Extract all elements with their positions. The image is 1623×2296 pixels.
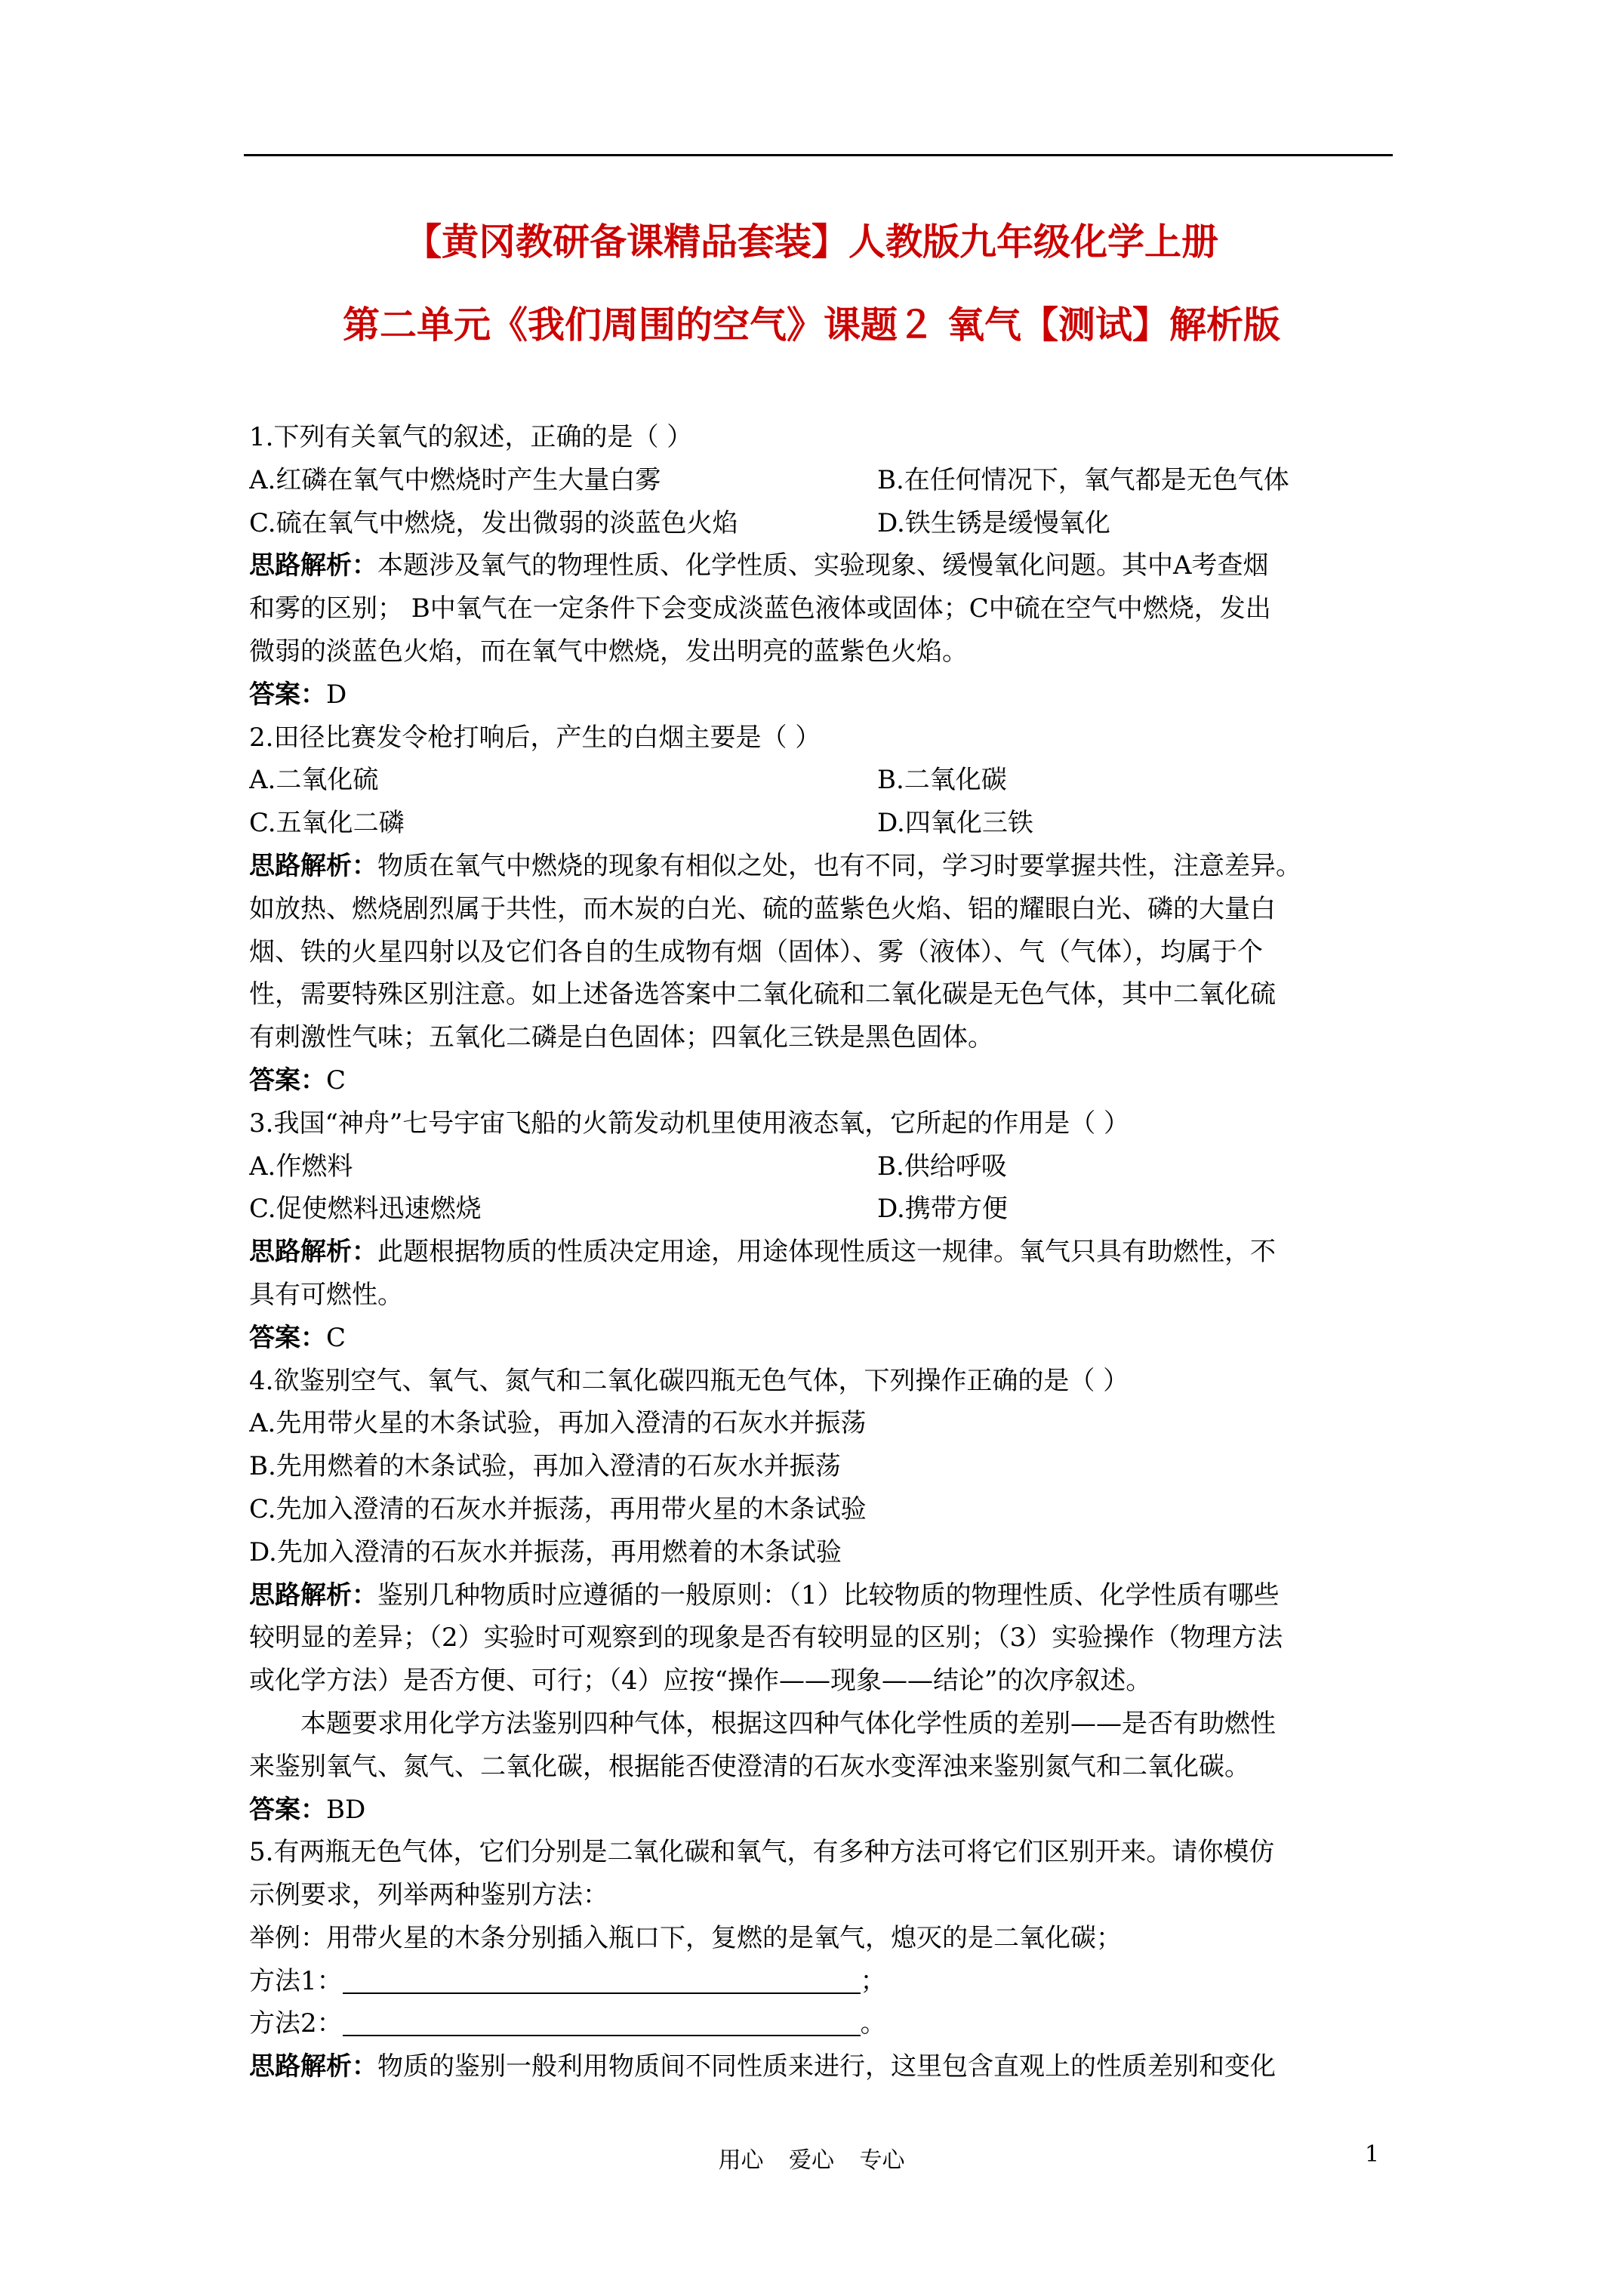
- question-4-option-c: C.先加入澄清的石灰水并振荡，再用带火星的木条试验: [249, 1493, 867, 1524]
- question-2-analysis-line: 烟、铁的火星四射以及它们各自的生成物有烟（固体）、雾（液体）、气（气体），均属于个: [249, 936, 1263, 967]
- question-4-analysis-line: 本题要求用化学方法鉴别四种气体，根据这四种气体化学性质的差别——是否有助燃性: [300, 1708, 1276, 1739]
- question-2-option-b: B.二氧化碳: [877, 765, 1007, 796]
- question-1-options-row-1: [249, 459, 1394, 502]
- document-title: 【黄冈教研备课精品套装】人教版九年级化学上册: [404, 220, 1218, 264]
- answer-value: D: [326, 679, 347, 710]
- answer-label: 答案：: [249, 1794, 326, 1825]
- question-4-analysis-line: [249, 1574, 1394, 1617]
- answer-value: C: [326, 1065, 346, 1096]
- question-1-option-a: A.红磷在氧气中燃烧时产生大量白雾: [249, 464, 661, 495]
- question-3-option-d: D.携带方便: [877, 1194, 1008, 1225]
- question-5-example: 举例：用带火星的木条分别插入瓶口下，复燃的是氧气，熄灭的是二氧化碳；: [249, 1922, 1122, 1953]
- question-1-options-row-2: [249, 502, 1394, 545]
- answer-label: 答案：: [249, 1322, 326, 1353]
- analysis-label: 思路解析：: [249, 850, 377, 881]
- header-rule: [244, 154, 1393, 156]
- method-2-end: 。: [860, 2008, 886, 2039]
- analysis-text: 鉴别几种物质时应遵循的一般原则：（1）比较物质的物理性质、化学性质有哪些: [377, 1579, 1280, 1610]
- question-2-options-row-2: [249, 802, 1394, 845]
- question-3-answer: [249, 1317, 1394, 1360]
- question-2-stem: 2.田径比赛发令枪打响后，产生的白烟主要是（ ）: [249, 722, 821, 753]
- question-4-analysis-line: 来鉴别氧气、氮气、二氧化碳，根据能否使澄清的石灰水变浑浊来鉴别氮气和二氧化碳。: [249, 1751, 1250, 1782]
- question-4-option-d: D.先加入澄清的石灰水并振荡，再用燃着的木条试验: [249, 1536, 842, 1567]
- question-1-analysis-line: [249, 544, 1394, 587]
- analysis-text: 物质在氧气中燃烧的现象有相似之处，也有不同，学习时要掌握共性，注意差异。: [377, 850, 1301, 881]
- question-1-analysis-line: 和雾的区别； B中氧气在一定条件下会变成淡蓝色液体或固体；C中硫在空气中燃烧，发出: [249, 593, 1271, 624]
- question-2-answer: [249, 1059, 1394, 1102]
- question-4-analysis-line: 较明显的差异；（2）实验时可观察到的现象是否有较明显的区别；（3）实验操作（物理方法: [249, 1623, 1283, 1653]
- question-1-stem: 1.下列有关氧气的叙述，正确的是（ ）: [249, 422, 693, 452]
- question-1-option-c: C.硫在氧气中燃烧，发出微弱的淡蓝色火焰: [249, 507, 738, 538]
- analysis-text: 此题根据物质的性质决定用途，用途体现性质这一规律。氧气只具有助燃性，不: [377, 1237, 1276, 1268]
- analysis-label: 思路解析：: [249, 1579, 377, 1610]
- question-5-stem: 5.有两瓶无色气体，它们分别是二氧化碳和氧气，有多种方法可将它们区别开来。请你模仿: [249, 1837, 1275, 1868]
- document-body: [249, 416, 1394, 2088]
- question-3-option-b: B.供给呼吸: [877, 1151, 1007, 1182]
- question-1-answer: [249, 673, 1394, 717]
- question-5-analysis-line: [249, 2045, 1394, 2088]
- question-5-stem: 示例要求，列举两种鉴别方法：: [249, 1880, 608, 1911]
- question-2-analysis-line: 性，需要特殊区别注意。如上述备选答案中二氧化硫和二氧化碳是无色气体，其中二氧化硫: [249, 979, 1276, 1010]
- analysis-label: 思路解析：: [249, 1237, 377, 1268]
- question-1-option-b: B.在任何情况下，氧气都是无色气体: [877, 464, 1289, 495]
- question-3-option-a: A.作燃料: [249, 1151, 353, 1182]
- question-5-method-2: [249, 2002, 1394, 2045]
- question-4-option-b: B.先用燃着的木条试验，再加入澄清的石灰水并振荡: [249, 1451, 841, 1482]
- question-1-analysis-line: 微弱的淡蓝色火焰，而在氧气中燃烧，发出明亮的蓝紫色火焰。: [249, 636, 968, 667]
- method-1-answer-blank[interactable]: [343, 1962, 861, 1994]
- analysis-label: 思路解析：: [249, 550, 377, 581]
- question-4-stem: 4.欲鉴别空气、氧气、氮气和二氧化碳四瓶无色气体，下列操作正确的是（ ）: [249, 1365, 1129, 1396]
- answer-label: 答案：: [249, 1065, 326, 1096]
- question-4-analysis-line: 或化学方法）是否方便、可行；（4）应按“操作——现象——结论”的次序叙述。: [249, 1666, 1152, 1697]
- question-4-option-a: A.先用带火星的木条试验，再加入澄清的石灰水并振荡: [249, 1408, 867, 1439]
- question-3-analysis-line: 具有可燃性。: [249, 1279, 403, 1310]
- analysis-text: 物质的鉴别一般利用物质间不同性质来进行，这里包含直观上的性质差别和变化: [377, 2051, 1276, 2082]
- question-2-analysis-line: [249, 845, 1394, 888]
- question-2-analysis-line: 如放热、燃烧剧烈属于共性，而木炭的白光、硫的蓝紫色火焰、铝的耀眼白光、磷的大量白: [249, 893, 1276, 924]
- method-1-end: ；: [860, 1965, 886, 1996]
- method-2-answer-blank[interactable]: [343, 2005, 861, 2036]
- question-3-options-row-1: [249, 1145, 1394, 1188]
- question-2-option-a: A.二氧化硫: [249, 765, 379, 796]
- answer-value: BD: [326, 1794, 366, 1825]
- question-4-answer: [249, 1789, 1394, 1832]
- question-2-options-row-1: [249, 759, 1394, 802]
- answer-value: C: [326, 1322, 346, 1353]
- answer-label: 答案：: [249, 679, 326, 710]
- question-2-option-c: C.五氧化二磷: [249, 808, 405, 839]
- question-3-options-row-2: [249, 1188, 1394, 1231]
- analysis-text: 本题涉及氧气的物理性质、化学性质、实验现象、缓慢氧化问题。其中A考查烟: [377, 550, 1269, 581]
- footer-slogan: 用心 爱心 专心: [718, 2147, 905, 2174]
- question-2-analysis-line: 有刺激性气味；五氧化二磷是白色固体；四氧化三铁是黑色固体。: [249, 1022, 993, 1053]
- document-subtitle: 第二单元《我们周围的空气》课题２ 氧气【测试】解析版: [342, 303, 1281, 347]
- question-1-option-d: D.铁生锈是缓慢氧化: [877, 507, 1110, 538]
- page-number: 1: [1365, 2141, 1380, 2168]
- analysis-label: 思路解析：: [249, 2051, 377, 2082]
- question-2-option-d: D.四氧化三铁: [877, 808, 1033, 839]
- method-1-label: 方法1：: [249, 1965, 343, 1996]
- question-3-stem: 3.我国“神舟”七号宇宙飞船的火箭发动机里使用液态氧，它所起的作用是（ ）: [249, 1108, 1130, 1139]
- question-5-method-1: [249, 1960, 1394, 2003]
- question-3-option-c: C.促使燃料迅速燃烧: [249, 1194, 482, 1225]
- method-2-label: 方法2：: [249, 2008, 343, 2039]
- question-3-analysis-line: [249, 1231, 1394, 1274]
